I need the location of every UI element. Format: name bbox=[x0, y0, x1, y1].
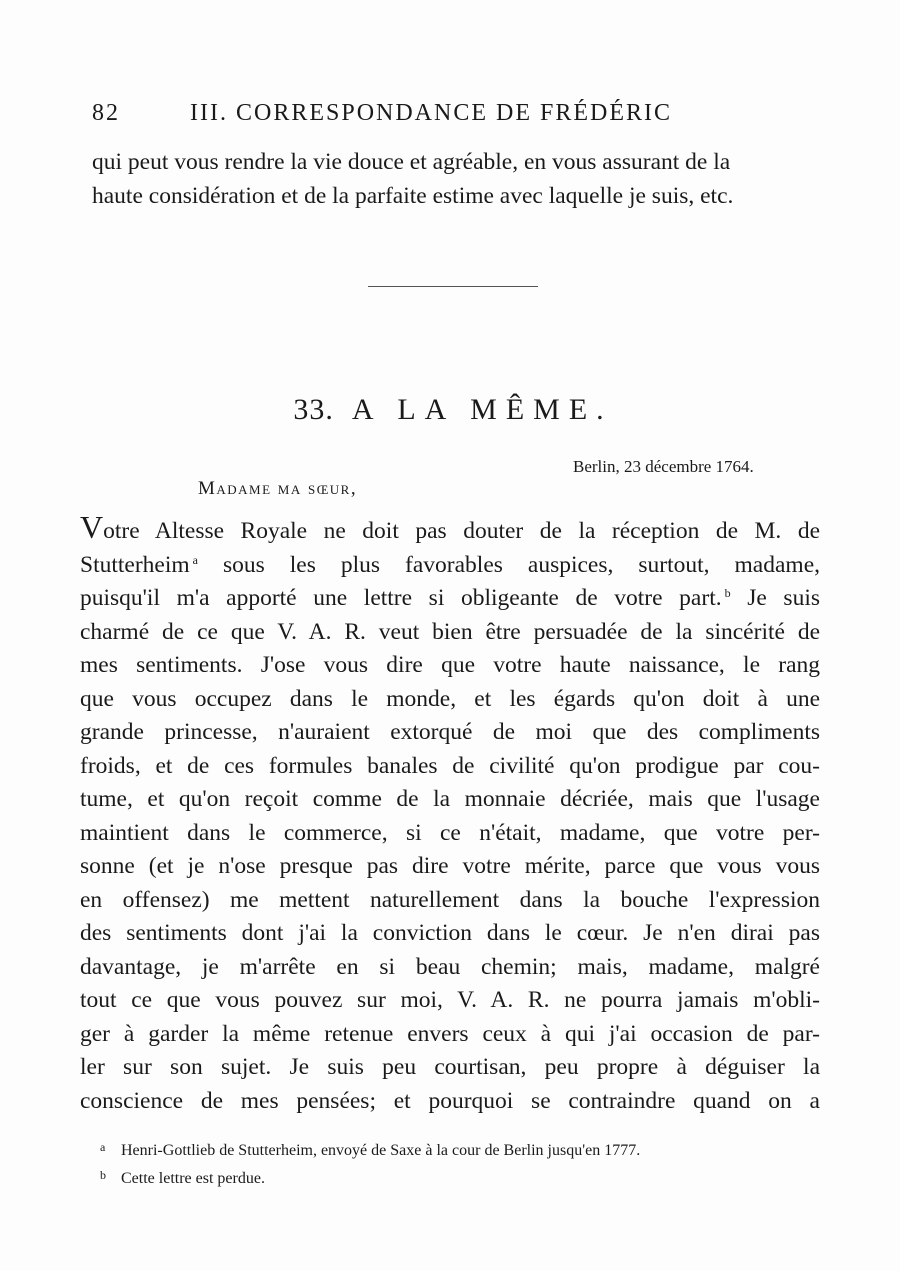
running-head bbox=[92, 100, 732, 127]
body-line: ler sur son sujet. Je suis peu courtisan, peu propre à déguiser la bbox=[80, 1054, 820, 1080]
body-line bbox=[80, 582, 820, 616]
body-line: davantage, je m'arrête en si beau chemin; mais, madame, malgré bbox=[80, 953, 820, 980]
footnote-text: Cette lettre est perdue. bbox=[121, 1170, 265, 1187]
body-line: tout ce que vous pouvez sur moi, V. A. R. ne pourra jamais m'obli- bbox=[80, 987, 820, 1013]
body-line-text: Je suis bbox=[747, 585, 821, 611]
body-line bbox=[80, 549, 820, 583]
letter-heading bbox=[0, 393, 900, 427]
initial-letter: V bbox=[80, 509, 104, 545]
letter-salutation: Madame ma sœur, bbox=[198, 478, 358, 499]
letter-body bbox=[80, 509, 821, 1118]
footnotes bbox=[100, 1135, 780, 1191]
continuation-line: qui peut vous rendre la vie douce et agréable, en vous assurant de la bbox=[92, 149, 731, 175]
footnote-mark[interactable]: a bbox=[192, 552, 198, 567]
footnote-letter: b bbox=[100, 1168, 106, 1182]
body-line: froids, et de ces formules banales de civilité qu'on prodigue par cou- bbox=[80, 752, 820, 779]
footnote-item bbox=[100, 1163, 780, 1191]
footnote-mark[interactable]: b bbox=[724, 586, 731, 600]
footnote-item bbox=[100, 1135, 780, 1163]
body-line-text: otre Altesse Royale ne doit pas douter de la réception de M. de bbox=[103, 518, 820, 544]
letter-dateline: Berlin, 23 décembre 1764. bbox=[573, 457, 754, 476]
body-line: des sentiments dont j'ai la conviction dans le cœur. Je n'en dirai pas bbox=[80, 920, 820, 946]
body-line-text: Stutterheim bbox=[80, 551, 190, 578]
running-head-title: III. CORRESPONDANCE DE FRÉDÉRIC bbox=[190, 100, 673, 126]
body-line: conscience de mes pensées; et pourquoi se contraindre quand on a bbox=[80, 1087, 820, 1114]
body-line: mes sentiments. J'ose vous dire que votre haute naissance, le rang bbox=[80, 652, 820, 678]
continuation-paragraph bbox=[92, 145, 828, 213]
body-line: ger à garder la même retenue envers ceux à qui j'ai occasion de par- bbox=[80, 1020, 820, 1047]
body-line: charmé de ce que V. A. R. veut bien être persuadée de la sincérité de bbox=[80, 618, 820, 645]
body-line: maintient dans le commerce, si ce n'était, madame, que votre per- bbox=[80, 819, 820, 846]
body-line: en offensez) me mettent naturellement dans la bouche l'expression bbox=[80, 886, 820, 913]
section-divider bbox=[368, 286, 538, 287]
letter-title: A LA MÊME. bbox=[351, 393, 613, 426]
body-line: sonne (et je n'ose presque pas dire votre mérite, parce que vous vous bbox=[80, 853, 820, 879]
body-line: tume, et qu'on reçoit comme de la monnaie décriée, mais que l'usage bbox=[80, 786, 820, 812]
footnote-letter: a bbox=[100, 1140, 106, 1154]
letter-number: 33. bbox=[293, 393, 334, 426]
body-line-text: sous les plus favorables auspices, surtout, madame, bbox=[222, 551, 820, 578]
body-line-text: puisqu'il m'a apporté une lettre si obligeante de votre part. bbox=[80, 585, 722, 611]
body-line bbox=[80, 509, 820, 549]
body-line: que vous occupez dans le monde, et les égards qu'on doit à une bbox=[80, 685, 820, 712]
continuation-line: haute considération et de la parfaite estime avec laquelle je suis, etc. bbox=[92, 183, 734, 209]
body-line: grande princesse, n'auraient extorqué de moi que des compliments bbox=[80, 719, 820, 745]
page-number: 82 bbox=[92, 100, 120, 126]
footnote-text: Henri-Gottlieb de Stutterheim, envoyé de Saxe à la cour de Berlin jusqu'en 1777. bbox=[121, 1142, 641, 1159]
